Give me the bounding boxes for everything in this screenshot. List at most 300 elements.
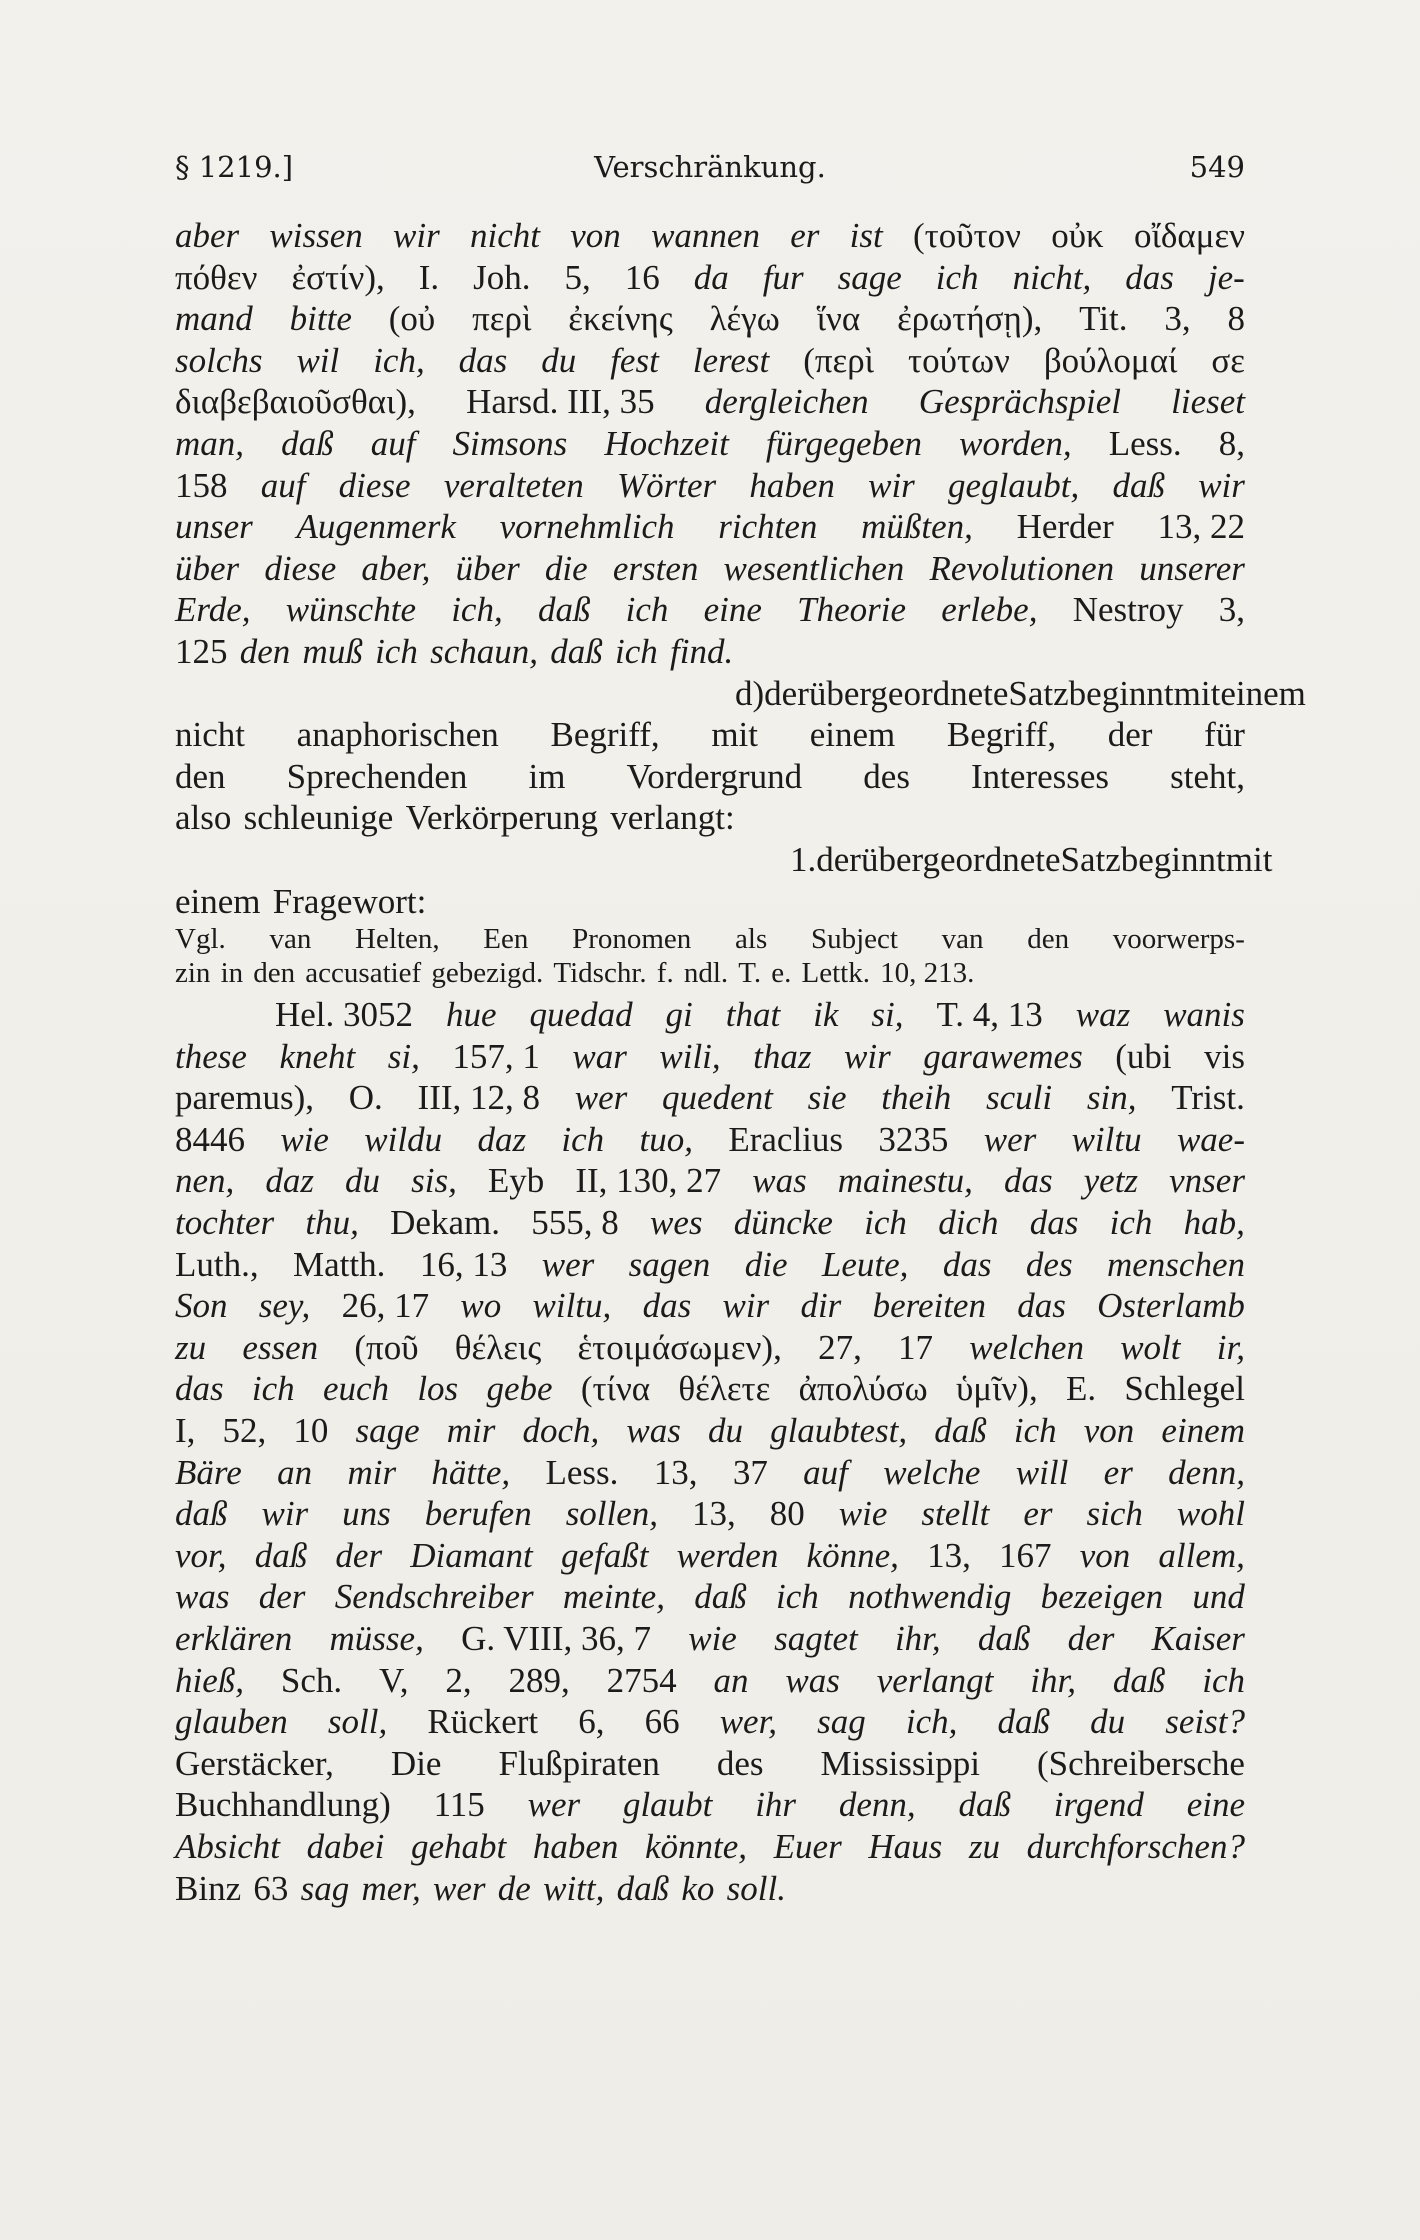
word: mainestu,	[837, 1161, 973, 1201]
text-line	[175, 994, 1245, 1036]
word: daz	[477, 1119, 527, 1159]
word: Een	[483, 923, 529, 956]
word: mir	[446, 1411, 496, 1451]
word: Die	[390, 1743, 442, 1783]
word: sage	[837, 257, 902, 297]
word: der	[335, 1535, 383, 1575]
word: 158	[175, 465, 228, 505]
word: Matth.	[293, 1244, 386, 1284]
word: Sch.	[280, 1660, 343, 1700]
word: soll,	[327, 1702, 388, 1742]
word: daß	[958, 1785, 1011, 1825]
word: Satz	[1060, 839, 1121, 879]
word: Fragewort:	[272, 881, 427, 921]
text-line	[175, 1784, 1245, 1826]
word: des	[716, 1743, 764, 1783]
word: aber	[175, 216, 240, 255]
word: bezeigen	[1040, 1577, 1164, 1617]
word: thaz	[753, 1036, 812, 1076]
word: über	[455, 548, 520, 588]
word: veralteten	[443, 465, 584, 505]
word: sagtet	[774, 1619, 858, 1658]
word: wir	[1198, 465, 1245, 505]
word: Eraclius	[728, 1119, 844, 1159]
word: geglaubt,	[948, 465, 1080, 505]
word: waz	[1075, 995, 1131, 1035]
word: sis,	[411, 1161, 457, 1201]
word: daß	[1112, 1660, 1166, 1700]
word: dich	[938, 1203, 999, 1243]
word: 157, 1	[452, 1036, 540, 1076]
word: Haus	[868, 1826, 943, 1866]
word: yetz	[1083, 1161, 1139, 1201]
word: wiltu,	[532, 1286, 612, 1326]
word: glauben	[175, 1702, 288, 1742]
word: doch,	[522, 1411, 600, 1451]
word: von	[1079, 1535, 1131, 1575]
text-line	[175, 1452, 1245, 1494]
word: Leute,	[821, 1244, 909, 1284]
word: und	[1192, 1577, 1245, 1617]
word: gi	[665, 995, 693, 1035]
word: denn,	[838, 1785, 916, 1825]
word: Helten,	[355, 923, 440, 956]
word: Lettk.	[801, 957, 870, 990]
word: ich	[1109, 1203, 1153, 1243]
word: zin	[175, 957, 211, 990]
word: sag	[300, 1868, 350, 1908]
word: ich	[561, 1119, 605, 1159]
word: sie	[807, 1078, 847, 1118]
word: seist?	[1165, 1702, 1245, 1742]
text-line	[175, 1119, 1245, 1161]
word: haben	[532, 1826, 619, 1866]
word: ich	[864, 1203, 907, 1243]
text-line	[175, 423, 1245, 465]
word: Subject	[810, 923, 898, 956]
word: 63	[253, 1868, 289, 1908]
word: der	[1067, 1619, 1115, 1658]
word: διαβεβαιοῦσθαι),	[175, 382, 416, 422]
word: 13,	[653, 1452, 698, 1492]
word: lerest	[692, 340, 770, 380]
word: van	[941, 923, 984, 956]
word: 66	[644, 1702, 680, 1742]
word: Kaiser	[1151, 1619, 1245, 1658]
word: zu	[968, 1826, 1000, 1866]
word: ich,	[451, 590, 503, 630]
word: hieß,	[175, 1660, 245, 1700]
word: garawemes	[923, 1036, 1083, 1076]
word: der	[764, 673, 809, 713]
word: paremus),	[175, 1078, 314, 1118]
word: wili,	[659, 1036, 721, 1076]
word: unserer	[1139, 548, 1245, 588]
word: Eyb	[487, 1161, 545, 1201]
word: verlangt:	[610, 798, 735, 838]
word: was	[785, 1660, 840, 1700]
word: Sprechenden	[286, 756, 468, 796]
word: das	[1125, 257, 1174, 297]
word: aber,	[361, 548, 431, 588]
word: Sendschreiber	[334, 1577, 534, 1617]
word: Euer	[773, 1826, 842, 1866]
word: οὐκ	[1051, 216, 1104, 255]
word: ich	[625, 590, 669, 630]
word: Osterlamb	[1097, 1286, 1245, 1326]
word: nen,	[175, 1161, 235, 1201]
word: meinte,	[562, 1577, 665, 1617]
word: witt,	[543, 1868, 605, 1908]
word: ἑτοιμάσωμεν),	[577, 1327, 782, 1367]
word: ἵνα	[816, 299, 861, 339]
word: d)	[735, 673, 765, 713]
text-line	[175, 506, 1245, 548]
word: Tidschr.	[553, 957, 647, 990]
word: ik	[813, 995, 839, 1035]
word: du	[345, 1161, 381, 1201]
word: das	[458, 340, 508, 380]
word: Dekam.	[390, 1203, 500, 1243]
word: von	[1083, 1411, 1135, 1451]
word: gebe	[486, 1369, 553, 1409]
word: der	[816, 839, 861, 879]
word: was	[175, 1577, 230, 1617]
word: Interesses	[971, 756, 1110, 796]
word: sollen,	[565, 1494, 659, 1534]
word: man,	[175, 423, 245, 463]
word: 8,	[1218, 423, 1245, 463]
body-text	[175, 215, 1306, 1909]
word: wer,	[719, 1702, 778, 1742]
word: als	[735, 923, 768, 956]
word: 3,	[1164, 299, 1191, 339]
word: Begriff,	[550, 715, 660, 755]
word: O.	[348, 1078, 383, 1118]
word: Augenmerk	[296, 507, 456, 547]
word: an	[713, 1660, 749, 1700]
word: an	[277, 1452, 313, 1492]
word: ich	[1013, 1411, 1057, 1451]
word: des	[863, 756, 910, 796]
word: ersten	[612, 548, 699, 588]
word: vornehmlich	[499, 507, 675, 547]
word: 1.	[790, 839, 817, 879]
word: sage	[355, 1411, 420, 1451]
word: 289,	[508, 1660, 570, 1700]
word: könne,	[806, 1535, 899, 1575]
word: das	[1017, 1286, 1066, 1326]
word: welche	[883, 1452, 981, 1492]
word: schaun,	[430, 631, 538, 671]
text-line	[175, 1868, 1245, 1910]
word: daß	[175, 1494, 228, 1534]
word: (περὶ	[803, 340, 875, 380]
text-line	[175, 1327, 1245, 1369]
word: sin,	[1086, 1078, 1137, 1118]
word: that	[725, 995, 781, 1035]
word: einem	[1161, 1411, 1245, 1451]
text-line	[175, 1285, 1245, 1327]
word: wünschte	[285, 590, 416, 630]
word: gefaßt	[560, 1535, 649, 1575]
word: den	[239, 631, 291, 671]
page-number: 549	[1189, 150, 1245, 184]
word: Trist.	[1171, 1078, 1245, 1118]
word: einem	[175, 881, 261, 921]
word: Rückert	[427, 1702, 539, 1742]
word: wir	[722, 1286, 770, 1326]
word: könnte,	[645, 1826, 748, 1866]
word: ich	[776, 1577, 819, 1617]
word: Son	[175, 1286, 228, 1326]
word: dergleichen	[704, 382, 869, 422]
word: wie	[688, 1619, 737, 1658]
word: sag	[817, 1702, 866, 1742]
word: mit	[711, 715, 759, 755]
word: wer	[527, 1785, 581, 1825]
word: wie	[838, 1494, 888, 1534]
text-line	[175, 922, 1245, 956]
word: von	[570, 216, 621, 255]
word: ir,	[1216, 1327, 1245, 1367]
word: si,	[387, 1036, 420, 1076]
word: ihr,	[894, 1619, 941, 1658]
word: uns	[342, 1494, 391, 1534]
word: hätte,	[431, 1452, 511, 1492]
word: das	[175, 1369, 224, 1409]
word: ich	[375, 631, 418, 671]
word: ich,	[373, 340, 425, 380]
word: Flußpiraten	[498, 1743, 660, 1783]
word: ihr,	[1030, 1660, 1076, 1700]
word: wil	[296, 340, 340, 380]
word: de	[497, 1868, 531, 1908]
word: fest	[610, 340, 659, 380]
word: 555, 8	[531, 1203, 619, 1243]
word: eine	[1186, 1785, 1245, 1825]
word: Diamant	[410, 1535, 533, 1575]
word: 16	[624, 257, 660, 297]
word: sey,	[258, 1286, 311, 1326]
word: einem	[1220, 673, 1306, 713]
word: si,	[871, 995, 904, 1035]
word: 3,	[1218, 590, 1245, 630]
word: Wörter	[616, 465, 717, 505]
word: die	[544, 548, 588, 588]
word: sich	[1086, 1494, 1143, 1534]
word: los	[417, 1369, 459, 1409]
word: I.	[418, 257, 440, 297]
word: Harsd. III, 35	[466, 382, 655, 422]
word: ὑμῖν),	[955, 1369, 1038, 1409]
word: bereiten	[872, 1286, 986, 1326]
word: ndl.	[683, 957, 729, 990]
word: schleunige	[243, 798, 394, 838]
word: 37	[732, 1452, 768, 1492]
word: wildu	[364, 1119, 443, 1159]
text-line	[175, 465, 1245, 507]
word: 17	[898, 1327, 934, 1367]
word: dabei	[306, 1826, 385, 1866]
word: im	[528, 756, 566, 796]
word: mit	[1173, 673, 1221, 713]
word: Binz	[175, 1868, 242, 1908]
word: ich,	[905, 1702, 958, 1742]
text-line	[175, 1743, 1245, 1785]
word: 2,	[445, 1660, 472, 1700]
word: glaubtest,	[770, 1411, 908, 1451]
word: ist	[849, 216, 883, 255]
word: quedent	[662, 1078, 773, 1118]
page-header	[175, 145, 1245, 189]
word: II, 130, 27	[575, 1161, 722, 1201]
word: Buchhandlung)	[175, 1785, 391, 1825]
word: wannen	[651, 216, 760, 255]
word: βούλομαί	[1043, 340, 1178, 380]
word: nothwendig	[848, 1577, 1012, 1617]
text-line	[175, 298, 1245, 340]
word: τούτων	[908, 340, 1010, 380]
word: durchforschen?	[1026, 1826, 1245, 1866]
word: 10, 213.	[880, 957, 975, 990]
word: (Schreibersche	[1037, 1743, 1245, 1783]
word: verlangt	[876, 1660, 994, 1700]
text-line	[175, 340, 1245, 382]
word: Vordergrund	[626, 756, 803, 796]
text-line	[175, 1368, 1245, 1410]
word: vnser	[1169, 1161, 1245, 1201]
word: (τοῦτον	[913, 216, 1021, 255]
word: accusatief	[305, 957, 422, 990]
word: wae-	[1176, 1119, 1245, 1159]
word: war	[572, 1036, 627, 1076]
word: 16, 13	[419, 1244, 508, 1284]
text-line	[175, 631, 1245, 673]
word: daß	[997, 1702, 1051, 1742]
word: ihr	[755, 1785, 797, 1825]
word: Verkörperung	[405, 798, 599, 838]
word: beginnt	[1120, 839, 1226, 879]
word: was	[626, 1411, 681, 1451]
word: menschen	[1106, 1244, 1245, 1284]
word: gehabt	[410, 1826, 507, 1866]
word: er	[790, 216, 820, 255]
word: 13, 22	[1157, 507, 1245, 547]
word: erlebe,	[941, 590, 1038, 630]
text-line	[175, 381, 1245, 423]
word: voorwerps-	[1112, 923, 1245, 956]
word: wolt	[1120, 1327, 1181, 1367]
text-line	[175, 797, 1245, 839]
word: ἀπολύσω	[798, 1369, 928, 1409]
word: theih	[881, 1078, 952, 1118]
word: ich	[615, 631, 658, 671]
word: essen	[242, 1327, 319, 1367]
word: wiltu	[1071, 1119, 1142, 1159]
word: 167	[999, 1535, 1052, 1575]
text-line	[175, 548, 1245, 590]
word: gebezigd.	[431, 957, 544, 990]
text-line	[175, 714, 1245, 756]
word: daß	[694, 1577, 747, 1617]
word: dir	[800, 1286, 842, 1326]
word: Luth.,	[175, 1244, 259, 1284]
text-line	[175, 1202, 1245, 1244]
word: Hel. 3052	[275, 995, 414, 1035]
word: daß	[616, 1868, 670, 1908]
word: das	[1029, 1203, 1079, 1243]
word: 13,	[927, 1535, 971, 1575]
word: lieset	[1171, 382, 1245, 422]
text-line	[175, 956, 1245, 990]
word: erklären	[175, 1619, 293, 1658]
word: Tit.	[1079, 299, 1128, 339]
word: wir	[868, 465, 915, 505]
word: vis	[1204, 1036, 1245, 1076]
word: du	[541, 340, 577, 380]
word: Nestroy	[1072, 590, 1184, 630]
word: daß	[254, 1535, 308, 1575]
word: 115	[433, 1785, 485, 1825]
text-line	[175, 1036, 1245, 1078]
word: nicht	[470, 216, 540, 255]
word: sculi	[986, 1078, 1053, 1118]
word: daz	[265, 1161, 314, 1201]
word: περὶ	[472, 299, 532, 339]
text-line	[175, 1576, 1245, 1618]
word: allem,	[1158, 1535, 1245, 1575]
word: wo	[460, 1286, 502, 1326]
word: Schlegel	[1124, 1369, 1245, 1409]
word: I,	[175, 1411, 196, 1451]
text-line	[175, 1701, 1245, 1743]
word: these	[175, 1036, 247, 1076]
word: zu	[175, 1327, 207, 1367]
word: Revolutionen	[929, 548, 1115, 588]
word: hue	[446, 995, 497, 1035]
word: (ποῦ	[354, 1327, 419, 1367]
word: die	[744, 1244, 788, 1284]
word: werden	[676, 1535, 779, 1575]
word: Less.	[545, 1452, 619, 1492]
word: du	[1090, 1702, 1126, 1742]
word: 13,	[692, 1494, 736, 1534]
word: unser	[175, 507, 253, 547]
word: λέγω	[709, 299, 780, 339]
word: diese	[264, 548, 337, 588]
word: οἴδαμεν	[1133, 216, 1245, 255]
word: fur	[762, 257, 804, 297]
word: Theorie	[797, 590, 907, 630]
word: auf	[803, 1452, 848, 1492]
word: nicht	[175, 715, 245, 755]
word: III, 12, 8	[417, 1078, 541, 1118]
word: auf	[370, 423, 416, 463]
word: muß	[302, 631, 363, 671]
word: daß	[281, 423, 334, 463]
word: (τίνα	[580, 1369, 651, 1409]
word: kneht	[279, 1036, 356, 1076]
word: mir	[347, 1452, 397, 1492]
word: πόθεν	[175, 257, 258, 297]
word: 27,	[818, 1327, 862, 1367]
word: das	[642, 1286, 692, 1326]
word: daß	[934, 1411, 987, 1451]
text-line	[175, 1493, 1245, 1535]
word: Gesprächspiel	[918, 382, 1121, 422]
word: Vgl.	[175, 923, 226, 956]
